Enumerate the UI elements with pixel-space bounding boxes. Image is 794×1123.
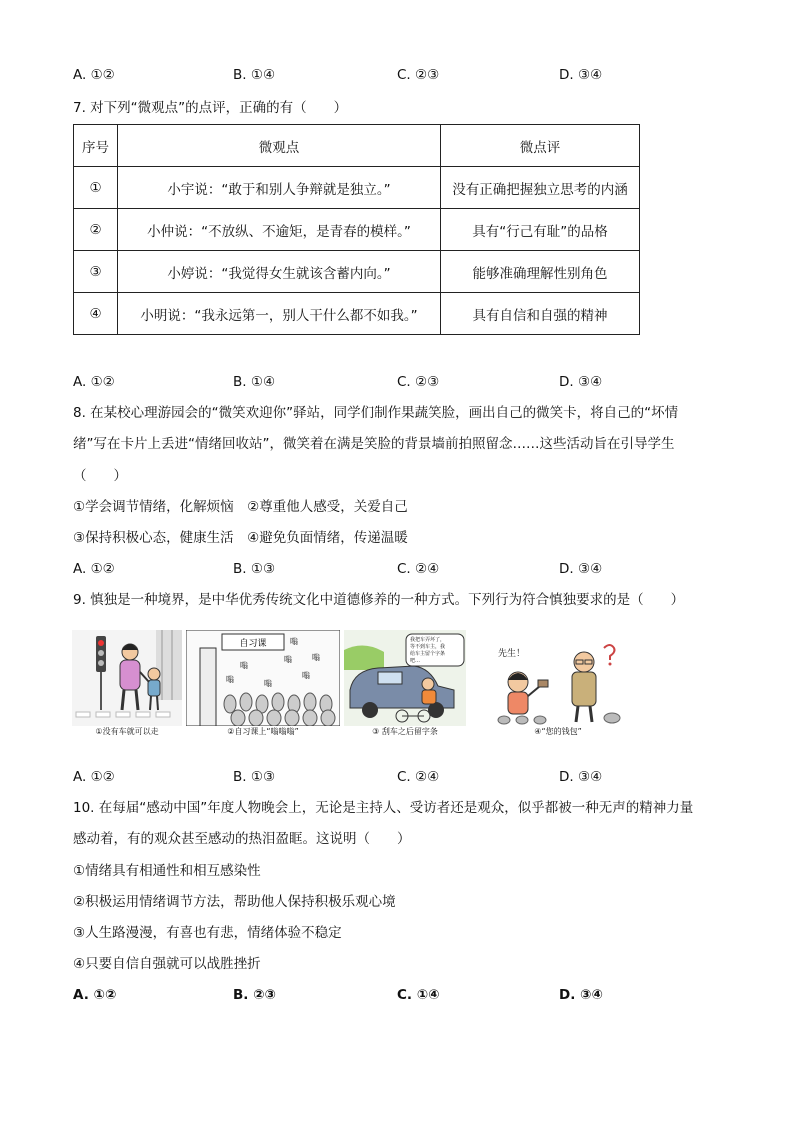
q8-option-b: B. ①③ bbox=[233, 561, 276, 577]
q10-stem-line-1: 10. 在每届“感动中国”年度人物晚会上，无论是主持人、受访者还是观众，似乎都被一种无声的精神力量 bbox=[73, 800, 694, 816]
q6-option-c: C. ②③ bbox=[397, 67, 440, 83]
shout-text: 先生！ bbox=[498, 649, 526, 659]
q7-stem: 7. 对下列“微观点”的点评，正确的有（ ） bbox=[73, 100, 348, 116]
q9-option-d: D. ③④ bbox=[559, 769, 603, 785]
picture-caption-2: ②自习课上“嗡嗡嗡” bbox=[227, 727, 299, 736]
note-line: 等不到车主，我 bbox=[410, 644, 446, 650]
picture-study-hall bbox=[186, 630, 340, 738]
table-row bbox=[74, 209, 640, 251]
row-viewpoint: 小仲说：“不放纵、不逾矩，是青春的模样。” bbox=[118, 209, 441, 251]
table-header-row bbox=[74, 125, 640, 167]
q6-options bbox=[73, 66, 673, 84]
q8-option-a: A. ①② bbox=[73, 561, 115, 577]
note-line: 给车主留个字条 bbox=[410, 651, 446, 657]
hum-text: 嗡 bbox=[226, 675, 234, 684]
note-line: 我把车弄坏了， bbox=[410, 637, 446, 643]
q9-option-b: B. ①③ bbox=[233, 769, 276, 785]
q10-stem-line-2: 感动着，有的观众甚至感动的热泪盈眶。这说明（ ） bbox=[73, 831, 411, 847]
crosswalk-illustration bbox=[72, 630, 182, 726]
header-comment: 微点评 bbox=[441, 125, 640, 167]
note-line: 吧… bbox=[410, 658, 421, 664]
row-viewpoint: 小婷说：“我觉得女生就该含蓄内向。” bbox=[118, 251, 441, 293]
picture-caption-1: ①没有车就可以走 bbox=[95, 727, 159, 736]
q8-statement-line-2: ③保持积极心态，健康生活 ④避免负面情绪，传递温暖 bbox=[73, 530, 408, 546]
q6-option-a: A. ①② bbox=[73, 67, 115, 83]
q10-statement-4: ④只要自信自强就可以战胜挫折 bbox=[73, 956, 261, 972]
row-index: ② bbox=[74, 209, 118, 251]
row-index: ③ bbox=[74, 251, 118, 293]
q7-option-c: C. ②③ bbox=[397, 374, 440, 390]
scratched-car-illustration bbox=[344, 630, 466, 726]
table-row bbox=[74, 167, 640, 209]
row-viewpoint: 小宇说：“敢于和别人争辩就是独立。” bbox=[118, 167, 441, 209]
q8-stem-line-2: 绪”写在卡片上丢进“情绪回收站”，微笑着在满是笑脸的背景墙前拍照留念……这些活动旨在引导学生 bbox=[73, 436, 675, 452]
q6-option-d: D. ③④ bbox=[559, 67, 603, 83]
q7-option-d: D. ③④ bbox=[559, 374, 603, 390]
q8-statement-line-1: ①学会调节情绪，化解烦恼 ②尊重他人感受，关爱自己 bbox=[73, 499, 408, 515]
q8-stem-line-3: （ ） bbox=[73, 468, 127, 484]
q8-stem-line-1: 8. 在某校心理游园会的“微笑欢迎你”驿站，同学们制作果蔬笑脸，画出自己的微笑卡，将自己的“坏情 bbox=[73, 405, 679, 421]
q9-option-a: A. ①② bbox=[73, 769, 115, 785]
q10-option-a: A. ①② bbox=[73, 987, 117, 1003]
row-comment: 没有正确把握独立思考的内涵 bbox=[441, 167, 640, 209]
picture-caption-4: ④“您的钱包” bbox=[534, 727, 582, 736]
q9-options bbox=[73, 768, 673, 786]
row-comment: 具有“行己有耻”的品格 bbox=[441, 209, 640, 251]
board-text: 自习课 bbox=[239, 639, 267, 649]
q8-option-c: C. ②④ bbox=[397, 561, 440, 577]
q9-stem: 9. 慎独是一种境界，是中华优秀传统文化中道德修养的一种方式。下列行为符合慎独要求的是（ ） bbox=[73, 592, 685, 608]
q10-option-b: B. ②③ bbox=[233, 987, 276, 1003]
study-hall-illustration bbox=[186, 630, 340, 726]
hum-text: 嗡 bbox=[312, 653, 320, 662]
q10-option-d: D. ③④ bbox=[559, 987, 603, 1003]
q9-option-c: C. ②④ bbox=[397, 769, 440, 785]
picture-wallet bbox=[488, 630, 628, 738]
picture-scratched-car bbox=[344, 630, 466, 738]
q7-option-a: A. ①② bbox=[73, 374, 115, 390]
q6-option-b: B. ①④ bbox=[233, 67, 276, 83]
q7-option-b: B. ①④ bbox=[233, 374, 276, 390]
q7-options bbox=[73, 373, 673, 391]
picture-caption-3: ③ 刮车之后留字条 bbox=[372, 727, 438, 736]
row-comment: 具有自信和自强的精神 bbox=[441, 293, 640, 335]
q10-statement-3: ③人生路漫漫，有喜也有悲，情绪体验不稳定 bbox=[73, 925, 342, 941]
row-index: ④ bbox=[74, 293, 118, 335]
row-viewpoint: 小明说：“我永远第一，别人干什么都不如我。” bbox=[118, 293, 441, 335]
row-comment: 能够准确理解性别角色 bbox=[441, 251, 640, 293]
q9-pictures bbox=[72, 630, 632, 738]
wallet-illustration bbox=[488, 630, 628, 726]
hum-text: 嗡 bbox=[284, 655, 292, 664]
picture-crosswalk bbox=[72, 630, 182, 738]
header-index: 序号 bbox=[74, 125, 118, 167]
hum-text: 嗡 bbox=[290, 637, 298, 646]
q8-option-d: D. ③④ bbox=[559, 561, 603, 577]
q8-options bbox=[73, 560, 673, 578]
q10-options bbox=[73, 986, 673, 1004]
header-viewpoint: 微观点 bbox=[118, 125, 441, 167]
row-index: ① bbox=[74, 167, 118, 209]
table-row bbox=[74, 293, 640, 335]
hum-text: 嗡 bbox=[302, 671, 310, 680]
q10-statement-1: ①情绪具有相通性和相互感染性 bbox=[73, 863, 261, 879]
hum-text: 嗡 bbox=[240, 661, 248, 670]
hum-text: 嗡 bbox=[264, 679, 272, 688]
q10-option-c: C. ①④ bbox=[397, 987, 440, 1003]
q10-statement-2: ②积极运用情绪调节方法，帮助他人保持积极乐观心境 bbox=[73, 894, 396, 910]
table-row bbox=[74, 251, 640, 293]
q7-table bbox=[73, 124, 640, 335]
